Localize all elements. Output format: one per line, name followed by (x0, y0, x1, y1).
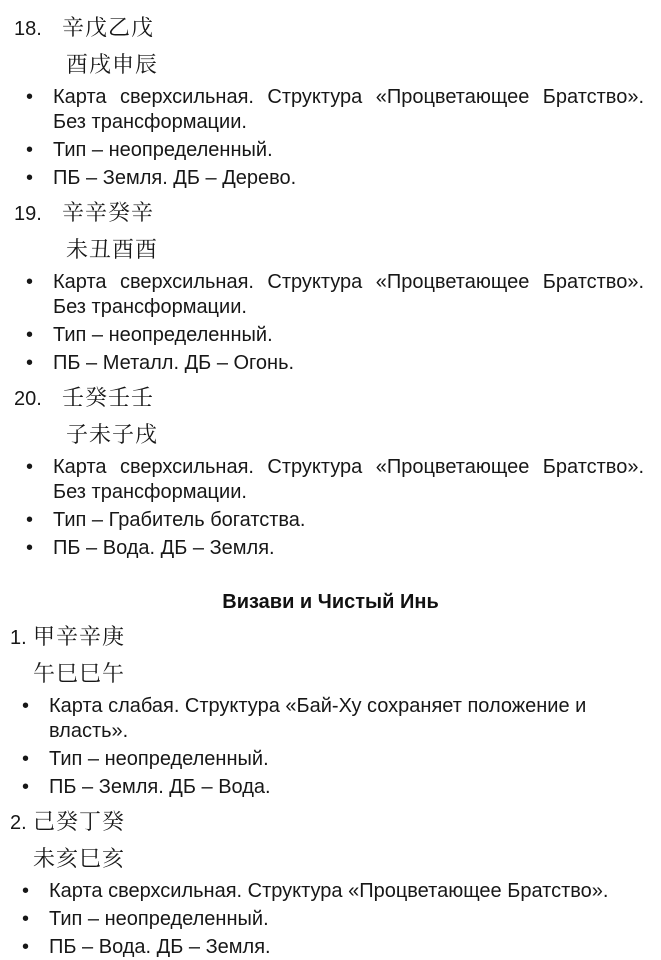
bullet-item: • Карта сверхсильная. Структура «Процветающее Братство». Без трансформации. (14, 85, 644, 135)
item-number: 18. (14, 18, 42, 40)
item-number: 19. (14, 203, 42, 225)
bullet-list (10, 694, 647, 800)
chart-item-head (10, 804, 647, 841)
bullet-item: • ПБ – Земля. ДБ – Дерево. (14, 166, 644, 191)
chart-list-section-a (14, 10, 647, 561)
bazi-chart-item-1 (10, 619, 647, 800)
bazi-chart-item-2 (10, 804, 647, 960)
bazi-chart-item-20 (14, 380, 647, 561)
heavenly-stems: 辛戊乙戊 (62, 15, 155, 40)
section-title: Визави и Чистый Инь (222, 591, 439, 613)
bullet-item: • Карта слабая. Структура «Бай-Ху сохраняет положение и власть». (10, 694, 640, 744)
item-number: 2. (10, 812, 27, 834)
heavenly-stems: 辛辛癸辛 (62, 200, 155, 225)
bullet-item: • Тип – Грабитель богатства. (14, 508, 644, 533)
heavenly-stems: 己癸丁癸 (33, 809, 126, 834)
bullet-item: • Карта сверхсильная. Структура «Процветающее Братство». Без трансформации. (14, 455, 644, 505)
bazi-chart-item-19 (14, 195, 647, 376)
earthly-branches: 未丑酉酉 (66, 237, 159, 262)
bullet-item: • ПБ – Вода. ДБ – Земля. (10, 935, 640, 960)
item-number: 20. (14, 388, 42, 410)
bazi-chart-item-18 (14, 10, 647, 191)
bullet-item: • Тип – неопределенный. (10, 907, 640, 932)
bullet-list (10, 879, 647, 960)
bullet-item: • Карта сверхсильная. Структура «Процветающее Братство». (10, 879, 640, 904)
bullet-list (14, 270, 647, 376)
chart-item-head (14, 380, 647, 417)
bullet-item: • ПБ – Вода. ДБ – Земля. (14, 536, 644, 561)
bullet-list (14, 85, 647, 191)
earthly-branches: 酉戌申辰 (66, 52, 159, 77)
earthly-branches: 午巳巳午 (33, 661, 126, 686)
item-number: 1. (10, 627, 27, 649)
bullet-item: • Тип – неопределенный. (14, 138, 644, 163)
bullet-item: • Тип – неопределенный. (10, 747, 640, 772)
chart-list-section-b (10, 619, 647, 960)
chart-item-head (10, 619, 647, 656)
bullet-item: • Карта сверхсильная. Структура «Процветающее Братство». Без трансформации. (14, 270, 644, 320)
earthly-branches: 未亥巳亥 (33, 846, 126, 871)
bullet-item: • ПБ – Земля. ДБ – Вода. (10, 775, 640, 800)
bullet-item: • Тип – неопределенный. (14, 323, 644, 348)
heavenly-stems: 壬癸壬壬 (62, 385, 155, 410)
bullet-item: • ПБ – Металл. ДБ – Огонь. (14, 351, 644, 376)
chart-item-head (14, 10, 647, 47)
chart-item-head (14, 195, 647, 232)
heavenly-stems: 甲辛辛庚 (33, 624, 126, 649)
earthly-branches: 子未子戌 (66, 422, 159, 447)
bullet-list (14, 455, 647, 561)
